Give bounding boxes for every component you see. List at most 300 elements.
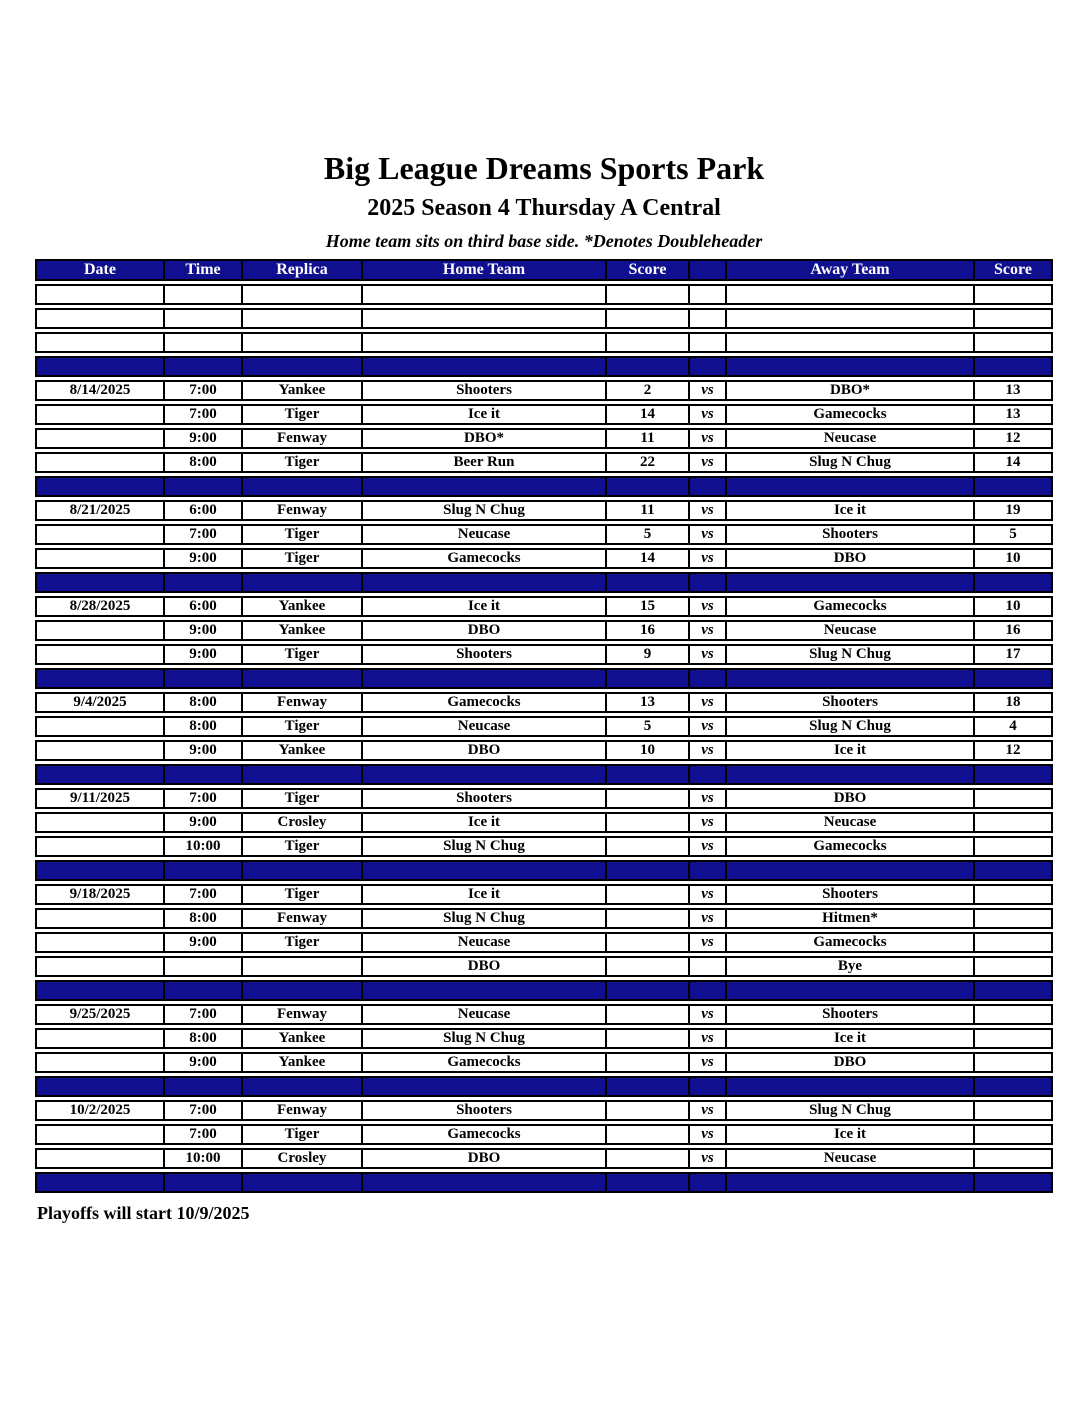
- home-score-cell: 14: [607, 548, 690, 569]
- away-score-cell: 17: [975, 644, 1053, 665]
- home-score-cell: [607, 1100, 690, 1121]
- time-cell: 7:00: [165, 788, 243, 809]
- away-score-cell: 12: [975, 740, 1053, 761]
- away-team-cell: Neucase: [727, 812, 975, 833]
- table-row: [35, 1004, 1053, 1025]
- vs-cell: [690, 476, 727, 497]
- away-team-cell: [727, 284, 975, 305]
- vs-cell: vs: [690, 812, 727, 833]
- home-team-cell: DBO: [363, 1148, 607, 1169]
- away-score-cell: [975, 668, 1053, 689]
- away-score-cell: 5: [975, 524, 1053, 545]
- replica-cell: Tiger: [243, 404, 363, 425]
- time-cell: 10:00: [165, 836, 243, 857]
- table-row: [35, 524, 1053, 545]
- replica-cell: Crosley: [243, 812, 363, 833]
- date-cell: [35, 956, 165, 977]
- col-header-vs: [690, 259, 727, 281]
- table-row: [35, 500, 1053, 521]
- date-cell: [35, 764, 165, 785]
- away-score-cell: 19: [975, 500, 1053, 521]
- away-team-cell: [727, 668, 975, 689]
- playoffs-note: Playoffs will start 10/9/2025: [37, 1203, 250, 1223]
- away-score-cell: [975, 308, 1053, 329]
- away-score-cell: [975, 332, 1053, 353]
- table-row: [35, 860, 1053, 881]
- time-cell: [165, 860, 243, 881]
- time-cell: 8:00: [165, 452, 243, 473]
- date-cell: 8/14/2025: [35, 380, 165, 401]
- home-team-cell: [363, 668, 607, 689]
- home-team-cell: [363, 308, 607, 329]
- date-cell: [35, 428, 165, 449]
- away-score-cell: [975, 356, 1053, 377]
- home-team-cell: DBO: [363, 620, 607, 641]
- away-team-cell: Neucase: [727, 428, 975, 449]
- away-team-cell: [727, 308, 975, 329]
- vs-cell: [690, 1076, 727, 1097]
- away-team-cell: Ice it: [727, 740, 975, 761]
- vs-cell: vs: [690, 644, 727, 665]
- vs-cell: [690, 980, 727, 1001]
- home-team-cell: [363, 572, 607, 593]
- vs-cell: [690, 860, 727, 881]
- home-score-cell: [607, 284, 690, 305]
- away-team-cell: Gamecocks: [727, 404, 975, 425]
- table-row: [35, 836, 1053, 857]
- home-score-cell: 15: [607, 596, 690, 617]
- replica-cell: Tiger: [243, 524, 363, 545]
- home-score-cell: [607, 308, 690, 329]
- table-row: [35, 980, 1053, 1001]
- vs-cell: vs: [690, 404, 727, 425]
- away-team-cell: DBO*: [727, 380, 975, 401]
- time-cell: 6:00: [165, 596, 243, 617]
- time-cell: 10:00: [165, 1148, 243, 1169]
- home-team-cell: [363, 356, 607, 377]
- home-team-cell: DBO: [363, 740, 607, 761]
- replica-cell: Yankee: [243, 620, 363, 641]
- table-row: [35, 308, 1053, 329]
- time-cell: [165, 764, 243, 785]
- home-team-cell: DBO*: [363, 428, 607, 449]
- date-cell: 9/4/2025: [35, 692, 165, 713]
- away-score-cell: 12: [975, 428, 1053, 449]
- date-cell: [35, 812, 165, 833]
- time-cell: 9:00: [165, 932, 243, 953]
- table-row: [35, 1076, 1053, 1097]
- home-score-cell: 13: [607, 692, 690, 713]
- away-team-cell: Slug N Chug: [727, 716, 975, 737]
- col-header-date: Date: [35, 259, 165, 281]
- table-row: [35, 572, 1053, 593]
- away-team-cell: [727, 476, 975, 497]
- table-row: [35, 1124, 1053, 1145]
- table-row: [35, 428, 1053, 449]
- home-team-cell: Gamecocks: [363, 548, 607, 569]
- replica-cell: Tiger: [243, 932, 363, 953]
- away-score-cell: [975, 284, 1053, 305]
- home-team-cell: [363, 1076, 607, 1097]
- vs-cell: vs: [690, 380, 727, 401]
- date-cell: [35, 452, 165, 473]
- vs-cell: [690, 572, 727, 593]
- table-row: [35, 644, 1053, 665]
- time-cell: [165, 572, 243, 593]
- home-score-cell: [607, 764, 690, 785]
- vs-cell: [690, 668, 727, 689]
- away-team-cell: Neucase: [727, 620, 975, 641]
- away-team-cell: Bye: [727, 956, 975, 977]
- replica-cell: [243, 1076, 363, 1097]
- away-score-cell: [975, 1028, 1053, 1049]
- away-score-cell: [975, 812, 1053, 833]
- vs-cell: vs: [690, 548, 727, 569]
- vs-cell: vs: [690, 1052, 727, 1073]
- date-cell: [35, 1052, 165, 1073]
- replica-cell: [243, 284, 363, 305]
- title-block: [0, 150, 1088, 252]
- home-score-cell: 11: [607, 428, 690, 449]
- vs-cell: [690, 764, 727, 785]
- replica-cell: Yankee: [243, 1028, 363, 1049]
- time-cell: [165, 956, 243, 977]
- date-cell: [35, 668, 165, 689]
- time-cell: [165, 1172, 243, 1193]
- time-cell: [165, 332, 243, 353]
- time-cell: [165, 284, 243, 305]
- date-cell: 9/18/2025: [35, 884, 165, 905]
- home-score-cell: [607, 476, 690, 497]
- replica-cell: Tiger: [243, 716, 363, 737]
- home-team-note: Home team sits on third base side. *Denotes Doubleheader: [325, 231, 763, 251]
- replica-cell: Yankee: [243, 1052, 363, 1073]
- time-cell: 8:00: [165, 1028, 243, 1049]
- col-header-home-team: Home Team: [363, 259, 607, 281]
- col-header-time: Time: [165, 259, 243, 281]
- replica-cell: [243, 860, 363, 881]
- away-score-cell: [975, 836, 1053, 857]
- away-team-cell: Gamecocks: [727, 836, 975, 857]
- away-score-cell: 10: [975, 596, 1053, 617]
- away-team-cell: [727, 860, 975, 881]
- home-team-cell: Slug N Chug: [363, 836, 607, 857]
- away-score-cell: [975, 476, 1053, 497]
- date-cell: [35, 908, 165, 929]
- replica-cell: Tiger: [243, 452, 363, 473]
- home-score-cell: 5: [607, 524, 690, 545]
- date-cell: [35, 980, 165, 1001]
- date-cell: [35, 1148, 165, 1169]
- away-team-cell: [727, 332, 975, 353]
- date-cell: [35, 1124, 165, 1145]
- home-score-cell: [607, 1124, 690, 1145]
- date-cell: 8/28/2025: [35, 596, 165, 617]
- away-score-cell: 13: [975, 404, 1053, 425]
- time-cell: 9:00: [165, 548, 243, 569]
- table-row: [35, 788, 1053, 809]
- away-score-cell: [975, 980, 1053, 1001]
- vs-cell: vs: [690, 716, 727, 737]
- table-row: [35, 740, 1053, 761]
- vs-cell: vs: [690, 500, 727, 521]
- header-row: [35, 259, 1053, 281]
- replica-cell: [243, 956, 363, 977]
- home-team-cell: Shooters: [363, 788, 607, 809]
- home-team-cell: Ice it: [363, 596, 607, 617]
- date-cell: 10/2/2025: [35, 1100, 165, 1121]
- home-score-cell: [607, 812, 690, 833]
- date-cell: [35, 476, 165, 497]
- table-row: [35, 812, 1053, 833]
- table-row: [35, 956, 1053, 977]
- date-cell: [35, 356, 165, 377]
- home-team-cell: Neucase: [363, 716, 607, 737]
- vs-cell: vs: [690, 524, 727, 545]
- home-score-cell: [607, 1028, 690, 1049]
- time-cell: 7:00: [165, 884, 243, 905]
- time-cell: 7:00: [165, 1100, 243, 1121]
- home-team-cell: Shooters: [363, 380, 607, 401]
- away-team-cell: [727, 1076, 975, 1097]
- vs-cell: vs: [690, 596, 727, 617]
- date-cell: [35, 308, 165, 329]
- table-row: [35, 356, 1053, 377]
- table-row: [35, 548, 1053, 569]
- vs-cell: [690, 1172, 727, 1193]
- away-score-cell: [975, 1148, 1053, 1169]
- away-score-cell: [975, 1100, 1053, 1121]
- time-cell: 7:00: [165, 380, 243, 401]
- home-score-cell: [607, 884, 690, 905]
- col-header-away-team: Away Team: [727, 259, 975, 281]
- vs-cell: vs: [690, 620, 727, 641]
- home-team-cell: Ice it: [363, 812, 607, 833]
- home-score-cell: 16: [607, 620, 690, 641]
- home-score-cell: [607, 836, 690, 857]
- vs-cell: [690, 284, 727, 305]
- replica-cell: Fenway: [243, 1004, 363, 1025]
- table-row: [35, 1100, 1053, 1121]
- away-team-cell: Slug N Chug: [727, 1100, 975, 1121]
- home-team-cell: Slug N Chug: [363, 908, 607, 929]
- col-header-replica: Replica: [243, 259, 363, 281]
- vs-cell: vs: [690, 1124, 727, 1145]
- table-row: [35, 764, 1053, 785]
- date-cell: 8/21/2025: [35, 500, 165, 521]
- replica-cell: Tiger: [243, 884, 363, 905]
- away-team-cell: [727, 572, 975, 593]
- home-score-cell: 9: [607, 644, 690, 665]
- home-team-cell: Gamecocks: [363, 1124, 607, 1145]
- home-score-cell: [607, 332, 690, 353]
- home-team-cell: Ice it: [363, 404, 607, 425]
- home-team-cell: DBO: [363, 956, 607, 977]
- home-team-cell: Gamecocks: [363, 1052, 607, 1073]
- replica-cell: [243, 572, 363, 593]
- replica-cell: [243, 308, 363, 329]
- home-score-cell: [607, 668, 690, 689]
- table-row: [35, 668, 1053, 689]
- home-score-cell: [607, 908, 690, 929]
- time-cell: [165, 668, 243, 689]
- date-cell: [35, 524, 165, 545]
- replica-cell: Fenway: [243, 1100, 363, 1121]
- vs-cell: vs: [690, 836, 727, 857]
- replica-cell: Fenway: [243, 692, 363, 713]
- away-team-cell: Hitmen*: [727, 908, 975, 929]
- time-cell: 7:00: [165, 1004, 243, 1025]
- date-cell: [35, 548, 165, 569]
- table-row: [35, 332, 1053, 353]
- replica-cell: Tiger: [243, 644, 363, 665]
- away-team-cell: Gamecocks: [727, 932, 975, 953]
- date-cell: [35, 404, 165, 425]
- table-row: [35, 284, 1053, 305]
- home-team-cell: Shooters: [363, 644, 607, 665]
- table-row: [35, 1148, 1053, 1169]
- away-score-cell: [975, 1172, 1053, 1193]
- home-team-cell: [363, 764, 607, 785]
- replica-cell: [243, 980, 363, 1001]
- replica-cell: [243, 668, 363, 689]
- table-row: [35, 692, 1053, 713]
- vs-cell: [690, 956, 727, 977]
- away-team-cell: Gamecocks: [727, 596, 975, 617]
- vs-cell: vs: [690, 932, 727, 953]
- away-team-cell: [727, 1172, 975, 1193]
- replica-cell: [243, 332, 363, 353]
- away-team-cell: Neucase: [727, 1148, 975, 1169]
- away-score-cell: [975, 956, 1053, 977]
- home-team-cell: Slug N Chug: [363, 500, 607, 521]
- date-cell: [35, 1028, 165, 1049]
- away-score-cell: [975, 764, 1053, 785]
- replica-cell: [243, 476, 363, 497]
- time-cell: 7:00: [165, 1124, 243, 1145]
- replica-cell: Fenway: [243, 908, 363, 929]
- away-team-cell: Shooters: [727, 524, 975, 545]
- page-subtitle: 2025 Season 4 Thursday A Central: [367, 195, 721, 221]
- time-cell: [165, 476, 243, 497]
- away-team-cell: Slug N Chug: [727, 452, 975, 473]
- home-score-cell: [607, 956, 690, 977]
- replica-cell: Yankee: [243, 740, 363, 761]
- date-cell: [35, 716, 165, 737]
- table-row: [35, 1052, 1053, 1073]
- table-row: [35, 596, 1053, 617]
- date-cell: [35, 284, 165, 305]
- replica-cell: Yankee: [243, 596, 363, 617]
- away-team-cell: [727, 764, 975, 785]
- date-cell: [35, 572, 165, 593]
- away-score-cell: 14: [975, 452, 1053, 473]
- home-score-cell: [607, 1172, 690, 1193]
- replica-cell: Tiger: [243, 548, 363, 569]
- table-row: [35, 452, 1053, 473]
- away-score-cell: [975, 572, 1053, 593]
- date-cell: [35, 1076, 165, 1097]
- home-score-cell: [607, 356, 690, 377]
- replica-cell: Yankee: [243, 380, 363, 401]
- time-cell: [165, 356, 243, 377]
- home-score-cell: 14: [607, 404, 690, 425]
- home-team-cell: [363, 476, 607, 497]
- time-cell: 6:00: [165, 500, 243, 521]
- vs-cell: vs: [690, 884, 727, 905]
- table-row: [35, 404, 1053, 425]
- home-score-cell: [607, 1148, 690, 1169]
- table-row: [35, 380, 1053, 401]
- replica-cell: Crosley: [243, 1148, 363, 1169]
- schedule-body: [35, 284, 1053, 1193]
- home-score-cell: 10: [607, 740, 690, 761]
- home-score-cell: [607, 1076, 690, 1097]
- date-cell: [35, 332, 165, 353]
- table-row: [35, 908, 1053, 929]
- away-score-cell: 18: [975, 692, 1053, 713]
- replica-cell: [243, 356, 363, 377]
- away-score-cell: [975, 908, 1053, 929]
- home-score-cell: [607, 860, 690, 881]
- time-cell: [165, 980, 243, 1001]
- table-row: [35, 476, 1053, 497]
- home-team-cell: Neucase: [363, 932, 607, 953]
- vs-cell: vs: [690, 452, 727, 473]
- time-cell: 7:00: [165, 404, 243, 425]
- home-team-cell: Shooters: [363, 1100, 607, 1121]
- away-team-cell: Ice it: [727, 500, 975, 521]
- away-team-cell: [727, 980, 975, 1001]
- date-cell: [35, 932, 165, 953]
- time-cell: 9:00: [165, 1052, 243, 1073]
- time-cell: 9:00: [165, 644, 243, 665]
- date-cell: [35, 620, 165, 641]
- away-score-cell: 16: [975, 620, 1053, 641]
- date-cell: [35, 644, 165, 665]
- away-team-cell: DBO: [727, 788, 975, 809]
- home-score-cell: 2: [607, 380, 690, 401]
- away-score-cell: [975, 1076, 1053, 1097]
- home-team-cell: Neucase: [363, 524, 607, 545]
- away-score-cell: 4: [975, 716, 1053, 737]
- home-score-cell: [607, 788, 690, 809]
- time-cell: 9:00: [165, 740, 243, 761]
- vs-cell: [690, 356, 727, 377]
- table-row: [35, 1028, 1053, 1049]
- table-row: [35, 884, 1053, 905]
- schedule-table: [35, 256, 1053, 1196]
- date-cell: [35, 860, 165, 881]
- away-score-cell: [975, 1004, 1053, 1025]
- vs-cell: vs: [690, 1004, 727, 1025]
- home-team-cell: Slug N Chug: [363, 1028, 607, 1049]
- home-team-cell: [363, 1172, 607, 1193]
- away-team-cell: [727, 356, 975, 377]
- away-team-cell: Shooters: [727, 884, 975, 905]
- home-score-cell: [607, 1004, 690, 1025]
- vs-cell: vs: [690, 908, 727, 929]
- col-header-home-score: Score: [607, 259, 690, 281]
- home-team-cell: Beer Run: [363, 452, 607, 473]
- vs-cell: vs: [690, 1028, 727, 1049]
- replica-cell: [243, 1172, 363, 1193]
- replica-cell: Fenway: [243, 500, 363, 521]
- replica-cell: Tiger: [243, 1124, 363, 1145]
- col-header-away-score: Score: [975, 259, 1053, 281]
- home-team-cell: Neucase: [363, 1004, 607, 1025]
- time-cell: 8:00: [165, 716, 243, 737]
